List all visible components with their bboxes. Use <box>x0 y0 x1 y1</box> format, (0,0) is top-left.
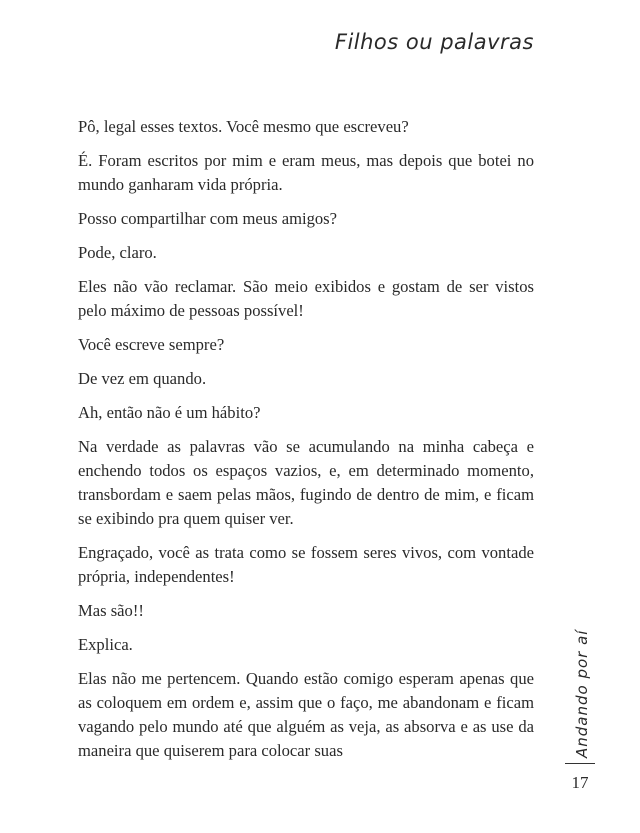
body-text <box>78 115 534 773</box>
paragraph: Pô, legal esses textos. Você mesmo que escreveu? <box>78 117 409 136</box>
paragraph: Eles não vão reclamar. São meio exibidos e gostam de ser vistos pelo máximo de pessoas possível! <box>78 277 534 320</box>
paragraph: Explica. <box>78 635 133 654</box>
paragraph: Mas são!! <box>78 601 144 620</box>
paragraph: Na verdade as palavras vão se acumulando na minha cabeça e enchendo todos os espaços vazios, e, em determinado momento, transbordam e saem pelas mãos, fugindo de dentro de mim, e ficam se exibindo pra quem quiser ver. <box>78 437 534 528</box>
paragraph: Ah, então não é um hábito? <box>78 403 261 422</box>
paragraph: Elas não me pertencem. Quando estão comigo esperam apenas que as coloquem em ordem e, assim que o faço, me abandonam e ficam vagando pelo mundo até que alguém as veja, as absorva e as use da maneira que quiserem para colocar suas <box>78 669 534 760</box>
paragraph: Pode, claro. <box>78 243 157 262</box>
book-title-vertical: Andando por aí <box>573 629 591 758</box>
paragraph: Posso compartilhar com meus amigos? <box>78 209 338 228</box>
paragraph: Você escreve sempre? <box>78 335 225 354</box>
page-number-rule <box>565 763 595 764</box>
paragraph: Engraçado, você as trata como se fossem seres vivos, com vontade própria, independentes! <box>78 543 534 586</box>
chapter-title: Filhos ou palavras <box>334 30 534 54</box>
paragraph: É. Foram escritos por mim e eram meus, mas depois que botei no mundo ganharam vida própria. <box>78 151 534 194</box>
paragraph: De vez em quando. <box>78 369 207 388</box>
page-number: 17 <box>571 773 589 792</box>
